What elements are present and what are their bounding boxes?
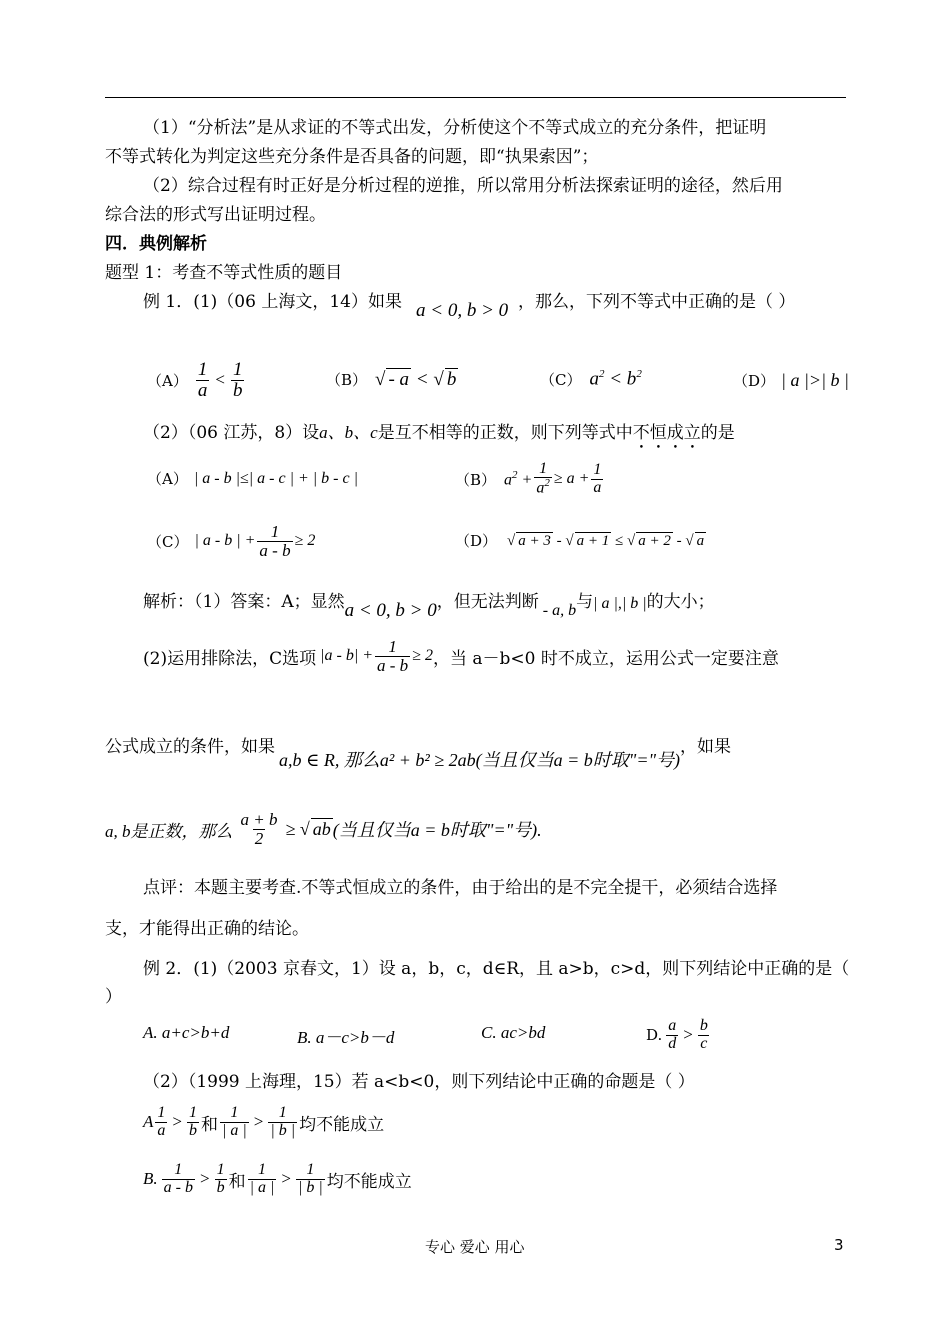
ex2-q2-option-a: A $\frac{1}{a}$ > $\frac{1}{b}$ 和 $\frac{1}{| a |}$ > $\frac{1}{| b |}$ 均不能成立 <box>143 1103 385 1139</box>
ans1-expr-e: | a |,| b | <box>593 595 647 612</box>
frac-a-over-d: $\frac{a}{d}$ <box>668 1016 677 1052</box>
ex2-q2: （2）（1999 上海理，15）若 a<b<0，则下列结论中正确的命题是（ ） <box>143 1072 695 1092</box>
ex1-q2-option-d-label: （D） <box>455 532 498 550</box>
ex1-q2-option-a-expr: | a - b |≤| a - c | + | b - c | <box>193 469 358 487</box>
comment-line-1: 点评：本题主要考查.不等式恒成立的条件，由于给出的是不完全提干，必须结合选择 <box>143 878 778 898</box>
ex2-stem-2: ） <box>105 987 122 1007</box>
ex2-q2-option-a-text: 均不能成立 <box>299 1114 385 1135</box>
ex1-option-b: （B） √ - a < √ b <box>326 369 457 390</box>
ex1-q2-vars: a、b、c <box>319 423 378 442</box>
ex2-q2-option-b-label: B. <box>143 1169 158 1188</box>
ex1-q2-option-b-label: （B） <box>455 470 497 489</box>
frac-1-over-a2: $\frac{1}{a^2}$ <box>536 459 550 497</box>
ex1-q2 <box>143 418 735 453</box>
frac-1-over-abs-b-b: $\frac{1}{| b |}$ <box>297 1160 323 1196</box>
ex1-option-a: （A） $\frac{1}{a}$ < $\frac{1}{b}$ <box>147 358 243 401</box>
ans1-text-f: 的大小； <box>646 591 715 612</box>
ex2-stem-1: 例 2．(1)（2003 京春文，1）设 a，b，c，d∈R，且 a>b，c>d，则下列结论中正确的是（ <box>143 959 850 979</box>
ex1-stem-a: 例 1．(1)（06 上海文，14）如果 <box>143 292 402 312</box>
ans4-text-b: (当且仅当a = b时取"="号). <box>332 820 542 840</box>
ans4-line: a, b是正数，那么 $\frac{a + b}{2}$ ≥ √ ab (当且仅当a = b时取"="号). <box>105 809 542 848</box>
ex1-option-c-label: （C） <box>540 370 582 389</box>
ex1-cond: a < 0, b > 0 <box>416 300 509 321</box>
frac-1-over-b-q2b: $\frac{1}{b}$ <box>216 1160 225 1196</box>
ans3-formula: a,b ∈ R, 那么a² + b² ≥ 2ab(当且仅当a = b时取"="号) <box>279 750 681 770</box>
ex1-q2-emph: 不恒成立 <box>632 423 701 443</box>
ex2-q2-option-b: B. $\frac{1}{a - b}$ > $\frac{1}{b}$ 和 $\frac{1}{| a |}$ > $\frac{1}{| b |}$ 均不能成立 <box>143 1160 412 1196</box>
frac-1-over-b: $\frac{1}{b}$ <box>232 358 243 401</box>
ans2-text-a: (2)运用排除法，C选项 <box>143 648 317 669</box>
ex1-q2-a: （2）（06 江苏，8）设 <box>143 423 320 443</box>
ex1-q2-option-b: （B） $a^2$ + $\frac{1}{a^2}$ ≥ a + $\frac{1}{a}$ <box>455 459 602 497</box>
ex2-option-d-label: D. <box>646 1026 663 1044</box>
ex1-option-a-label: （A） <box>147 371 188 390</box>
comment-line-2: 支，才能得出正确的结论。 <box>105 919 309 939</box>
ex1-option-d-expr: | a |>| b | <box>781 370 849 390</box>
ex1-q2-option-d: （D） √ a + 3 - √ a + 1 ≤ √ a + 2 - √ a <box>455 532 705 550</box>
ans1-expr-c: - a, b <box>542 602 577 619</box>
frac-a-plus-b-over-2: $\frac{a + b}{2}$ <box>240 809 278 848</box>
frac-1-over-abs-a-b: $\frac{1}{| a |}$ <box>249 1160 275 1196</box>
ex1-option-b-label: （B） <box>326 371 368 389</box>
ex2-option-a: A. a+c>b+d <box>143 1023 230 1042</box>
ex1-stem-b: ，那么，下列不等式中正确的是（ ） <box>518 292 796 312</box>
ex2-q2-option-b-text: 均不能成立 <box>326 1171 412 1192</box>
intro-line-4: 综合法的形式写出证明过程。 <box>105 205 326 225</box>
frac-b-over-c: $\frac{b}{c}$ <box>699 1016 708 1052</box>
ex1-option-d <box>733 370 849 391</box>
ex1-q2-c: 的是 <box>700 423 735 443</box>
section-title: 四．典例解析 <box>105 234 207 254</box>
frac-1-over-b-q2: $\frac{1}{b}$ <box>188 1103 197 1139</box>
intro-line-2: 不等式转化为判定这些充分条件是否具备的问题，即“执果索因”； <box>105 147 599 167</box>
ex2-and-a: 和 <box>200 1114 218 1135</box>
ans2-line: (2)运用排除法，C选项 |a - b| + $\frac{1}{a - b}$ ≥ 2 ，当 a－b<0 时不成立，运用公式一定要注意 <box>143 636 779 675</box>
ans1-text-b: ，但无法判断 <box>436 591 539 612</box>
frac-1-over-a-q2: $\frac{1}{a}$ <box>157 1103 166 1139</box>
ans1-line <box>143 576 715 622</box>
ex2-q2-option-a-label: A <box>143 1112 154 1131</box>
intro-line-1: （1）“分析法”是从求证的不等式出发，分析使这个不等式成立的充分条件，把证明 <box>143 118 767 138</box>
ans1-text-d: 与 <box>576 591 594 612</box>
ex1-q2-option-c-label: （C） <box>147 532 189 551</box>
frac-1-over-abs-b: $\frac{1}{| b |}$ <box>270 1103 296 1139</box>
header-rule <box>105 97 846 98</box>
frac-1-over-a-minus-b-2: $\frac{1}{a - b}$ <box>377 636 409 675</box>
frac-1-over-a-minus-b: $\frac{1}{a - b}$ <box>259 521 291 560</box>
ex1-q2-option-a <box>147 468 358 489</box>
ex2-option-d: D. $\frac{a}{d}$ > $\frac{b}{c}$ <box>646 1016 708 1052</box>
frac-1-over-abs-a: $\frac{1}{| a |}$ <box>221 1103 247 1139</box>
ex2-and-b: 和 <box>228 1171 246 1192</box>
ex1-option-d-label: （D） <box>733 372 776 390</box>
ex1-q2-option-a-label: （A） <box>147 470 188 488</box>
ex1-q2-option-c: （C） | a - b | + $\frac{1}{a - b}$ ≥ 2 <box>147 521 316 560</box>
intro-line-3: （2）综合过程有时正好是分析过程的逆推，所以常用分析法探索证明的途径，然后用 <box>143 176 783 196</box>
ex1-option-c: （C） $a^2 < b^2$ <box>540 368 642 390</box>
ans3-text-a: 公式成立的条件，如果 <box>105 736 275 757</box>
ans2-text-b: ，当 a－b<0 时不成立，运用公式一定要注意 <box>432 648 779 669</box>
ans3-line <box>105 716 731 772</box>
page-number: 3 <box>834 1236 844 1254</box>
ans4-text-a: a, b是正数，那么 <box>105 821 233 841</box>
frac-1-over-a: $\frac{1}{a}$ <box>197 358 208 401</box>
ex2-option-c: C. ac>bd <box>481 1023 546 1042</box>
footer-center: 专心 爱心 用心 <box>425 1238 525 1256</box>
ans1-cond: a < 0, b > 0 <box>344 600 437 621</box>
ex1-q2-b: 是互不相等的正数，则下列等式中 <box>377 423 633 443</box>
type1-title: 题型 1：考查不等式性质的题目 <box>105 263 343 283</box>
ans3-text-c: ，如果 <box>680 736 732 757</box>
frac-1-over-a-b: $\frac{1}{a}$ <box>593 460 602 496</box>
ex2-option-b: B. a－c>b－d <box>297 1028 395 1047</box>
ans1-text-a: 解析：（1）答案：A；显然 <box>143 591 345 612</box>
frac-1-over-a-minus-b-q2: $\frac{1}{a - b}$ <box>163 1160 193 1196</box>
